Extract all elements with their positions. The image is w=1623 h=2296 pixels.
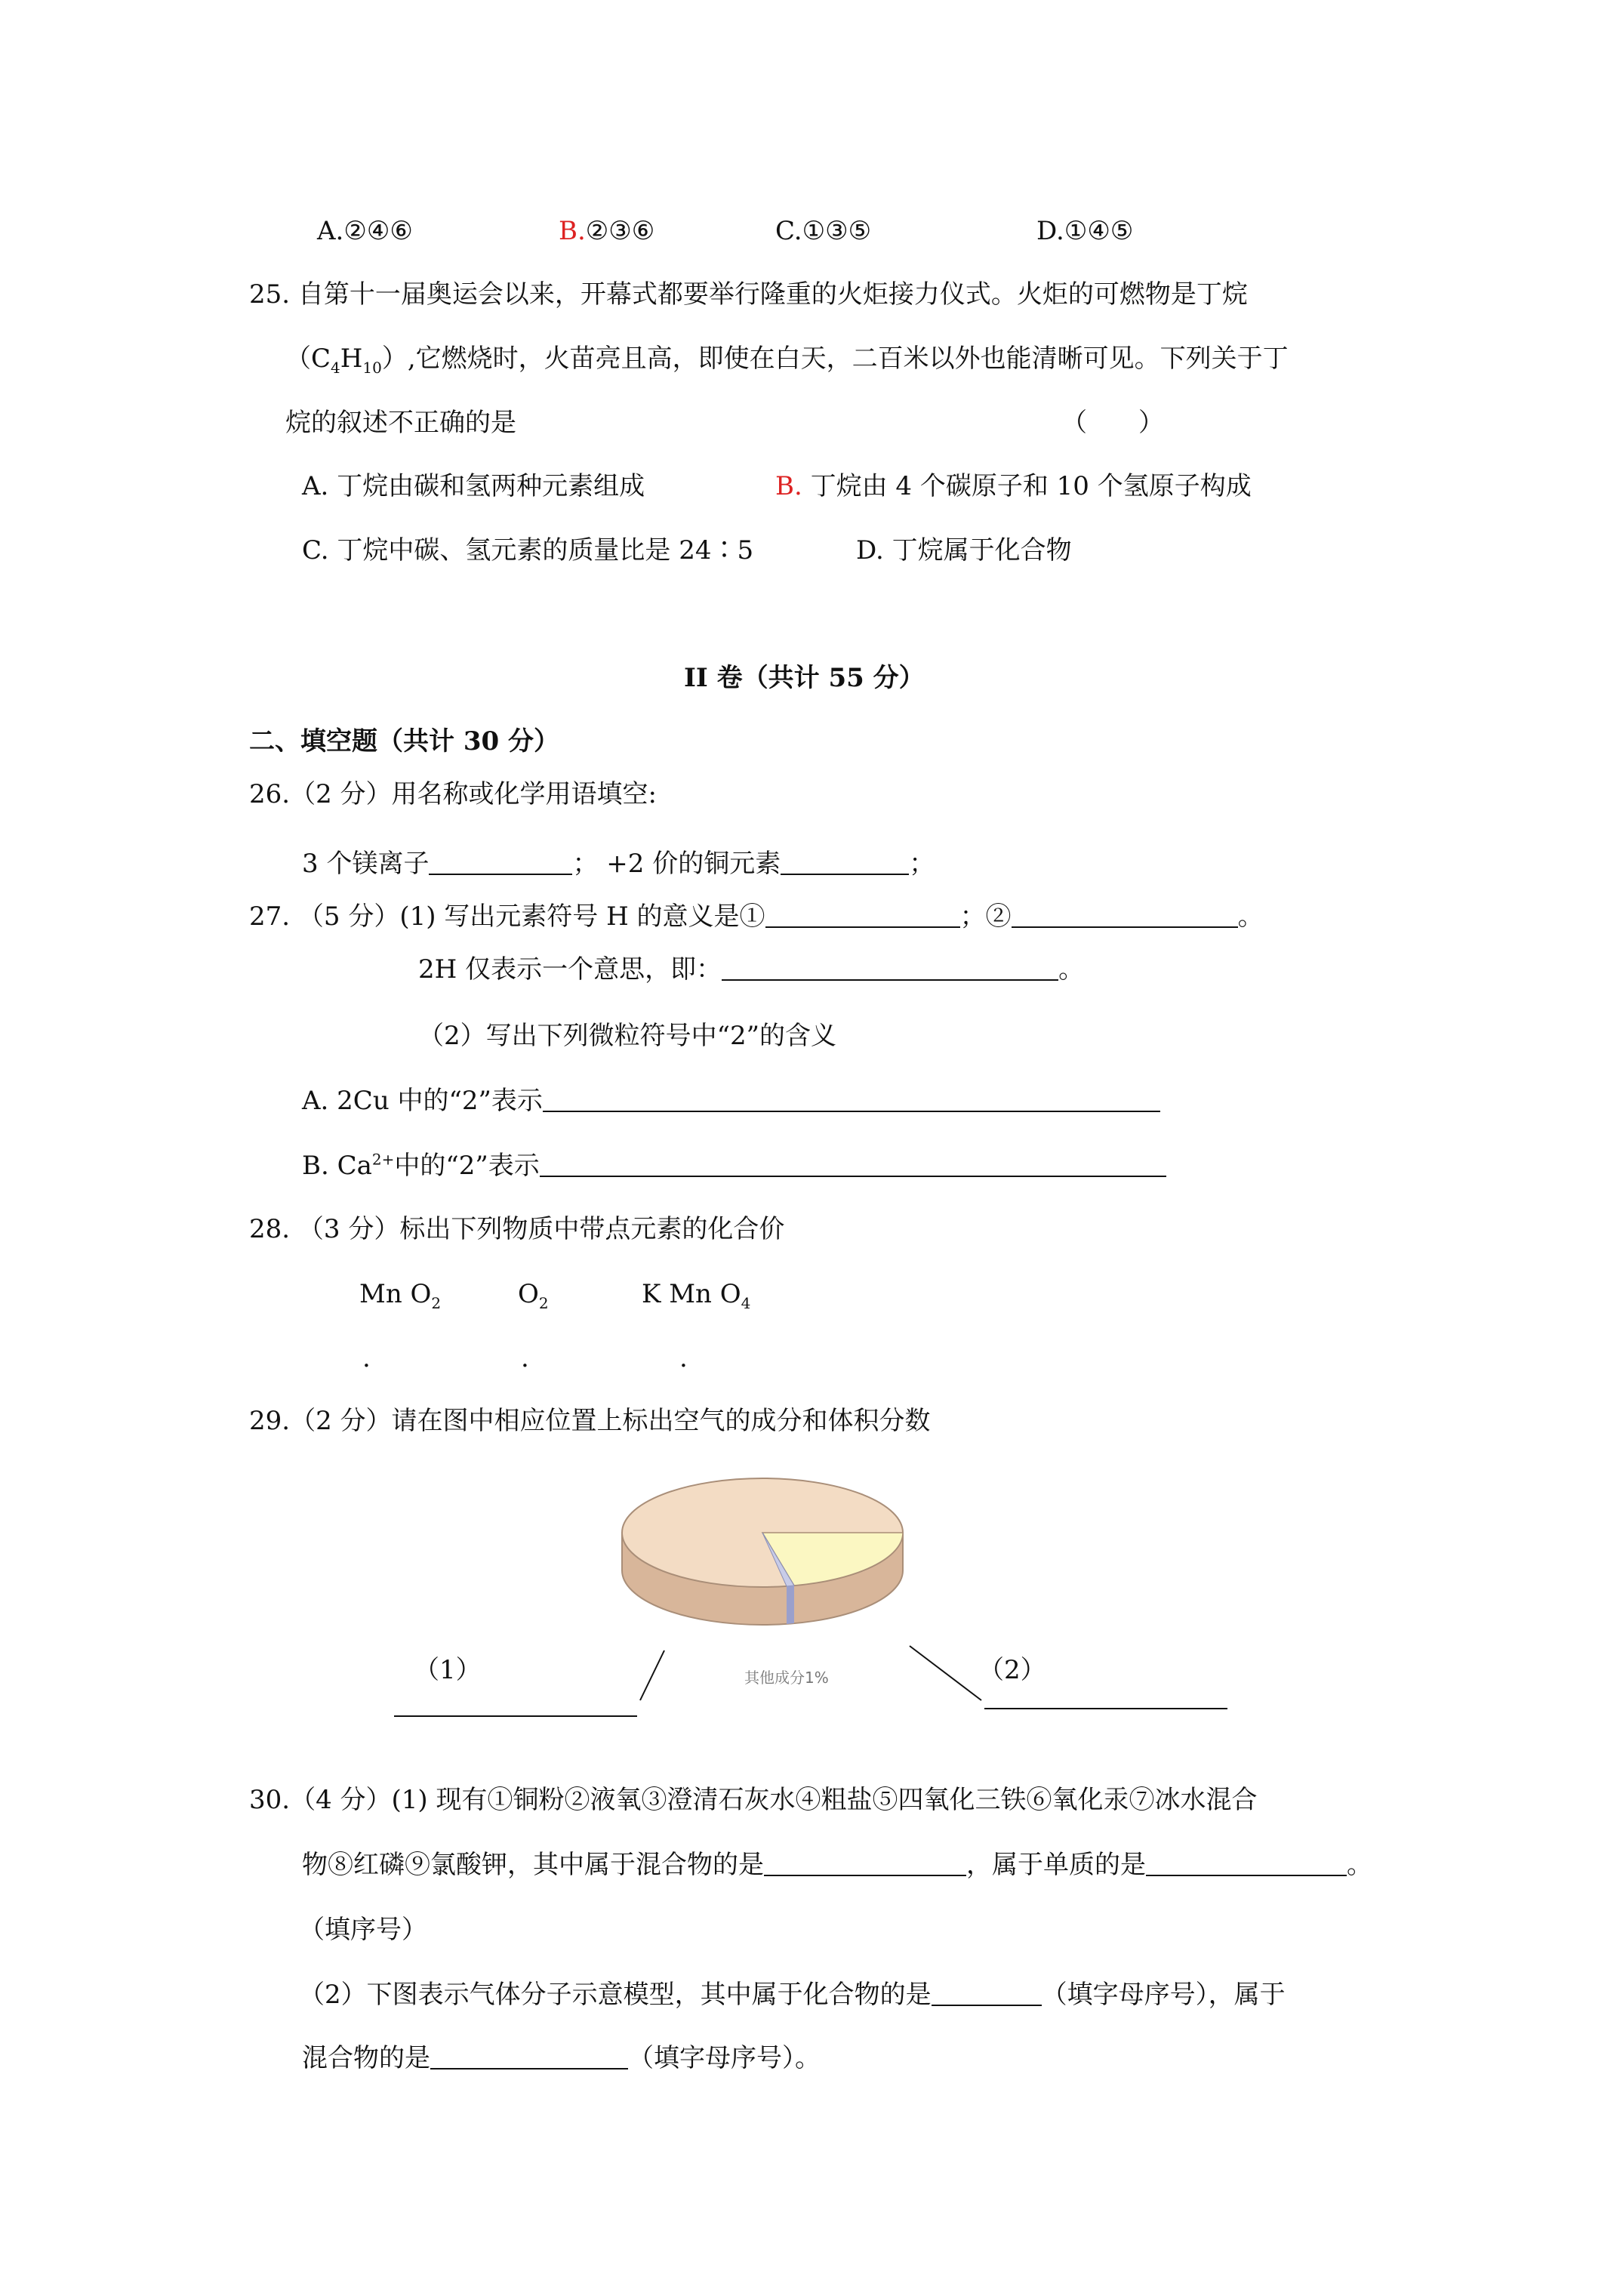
part-2-heading: 二、填空题（共计 30 分） xyxy=(249,726,559,757)
q28-formula-mno2-text: Mn O xyxy=(359,1279,432,1309)
q25-line1: 25. 自第十一届奥运会以来，开幕式都要举行隆重的火炬接力仪式。火炬的可燃物是丁烷 xyxy=(249,279,1248,310)
q30-mixture-blank[interactable] xyxy=(764,1849,966,1876)
q24-option-a: A.②④⑥ xyxy=(317,216,413,246)
q30-line2 xyxy=(302,1848,1372,1881)
q28-dot-mn-2: . xyxy=(679,1343,688,1373)
q30-line5 xyxy=(302,2042,821,2075)
q25-option-d: D. 丁烷属于化合物 xyxy=(856,535,1072,566)
q29-label-1: （1） xyxy=(414,1655,482,1685)
q26-mg-label: 3 个镁离子 xyxy=(302,849,430,879)
q30-mixture2-label: 混合物的是 xyxy=(302,2043,430,2073)
leader-line-1 xyxy=(640,1650,664,1700)
q25-subscript-c: 4 xyxy=(331,358,340,377)
q27-b-label-post: 中的“2”表示 xyxy=(394,1151,540,1181)
q29-others-label: 其他成分1% xyxy=(744,1669,829,1687)
q25-line2-text: ）,它燃烧时，火苗亮且高，即使在白天，二百米以外也能清晰可见。下列关于丁 xyxy=(381,344,1289,374)
q30-compound-suffix: （填字母序号），属于 xyxy=(1041,1980,1286,2010)
q28-formula-mno2-sub: 2 xyxy=(431,1293,442,1312)
q27-h-sep: ；② xyxy=(959,901,1012,932)
q28-formula-kmno4-text: K Mn O xyxy=(642,1279,741,1309)
q28-formula-o2-sub: 2 xyxy=(538,1293,549,1312)
q28-line1: 28. （3 分）标出下列物质中带点元素的化合价 xyxy=(249,1214,785,1244)
q29-line1: 29.（2 分）请在图中相应位置上标出空气的成分和体积分数 xyxy=(249,1406,931,1436)
q28-formula-kmno4-sub: 4 xyxy=(741,1293,751,1312)
q30-mixture2-suffix: （填字母序号）。 xyxy=(628,2043,821,2073)
q28-dot-mn-1: . xyxy=(362,1343,371,1373)
q26-end: ； xyxy=(909,849,935,879)
q30-mixture2-blank[interactable] xyxy=(430,2042,628,2069)
q24-option-b-text: ②③⑥ xyxy=(585,216,655,246)
q27-b-superscript: 2+ xyxy=(371,1150,395,1169)
q27-2h-end: 。 xyxy=(1058,954,1085,985)
section-2-title: II 卷（共计 55 分） xyxy=(684,663,925,693)
q30-line1: 30.（4 分）(1) 现有①铜粉②液氧③澄清石灰水④粗盐⑤四氧化三铁⑥氧化汞⑦冰水混合 xyxy=(249,1785,1258,1815)
q25-option-a: A. 丁烷由碳和氢两种元素组成 xyxy=(302,471,645,501)
q30-element-blank[interactable] xyxy=(1146,1849,1347,1876)
q25-subscript-h: 10 xyxy=(362,358,382,377)
q27-line3: （2）写出下列微粒符号中“2”的含义 xyxy=(418,1021,837,1051)
q25-line3: 烷的叙述不正确的是 xyxy=(285,408,516,438)
q25-formula-h: H xyxy=(340,344,363,374)
q30-line4 xyxy=(299,1978,1286,2011)
q27-b-label-pre: B. Ca xyxy=(302,1151,372,1181)
q27-h-label: 27. （5 分）(1) 写出元素符号 H 的意义是① xyxy=(249,901,765,932)
q25-formula-open: （C xyxy=(285,344,331,374)
q30-line2-end: 。 xyxy=(1347,1850,1372,1880)
q29-answer-blank-2[interactable] xyxy=(984,1708,1227,1709)
q29-answer-blank-1[interactable] xyxy=(394,1715,637,1717)
q24-option-d: D.①④⑤ xyxy=(1036,216,1134,246)
q28-formula-o2-text: O xyxy=(518,1279,539,1309)
q25-option-c: C. 丁烷中碳、氢元素的质量比是 24∶5 xyxy=(302,535,754,566)
q30-element-label: ，属于单质的是 xyxy=(966,1850,1146,1880)
q25-option-b-letter: B. xyxy=(775,471,802,501)
q30-line3: （填序号） xyxy=(299,1915,427,1945)
q26-cu-label: ； +2 价的铜元素 xyxy=(572,849,781,879)
q29-label-2: （2） xyxy=(978,1655,1046,1685)
q30-compound-label: （2）下图表示气体分子示意模型，其中属于化合物的是 xyxy=(299,1980,932,2010)
q26-line1: 26.（2 分）用名称或化学用语填空: xyxy=(249,779,657,809)
q24-option-c: C.①③⑤ xyxy=(775,216,872,246)
q24-option-b-letter: B. xyxy=(559,216,586,246)
q27-2h-label: 2H 仅表示一个意思，即： xyxy=(418,954,722,985)
q25-option-b-text: 丁烷由 4 个碳原子和 10 个氢原子构成 xyxy=(810,471,1252,501)
q27-h-end: 。 xyxy=(1237,901,1264,932)
q27-a-label: A. 2Cu 中的“2”表示 xyxy=(302,1086,543,1116)
q25-answer-paren: （ ） xyxy=(1061,408,1164,438)
leader-line-2 xyxy=(910,1646,981,1700)
q30-compound-blank[interactable] xyxy=(932,1979,1042,2006)
q28-dot-o: . xyxy=(521,1343,529,1373)
q30-mixture-label: 物⑧红磷⑨氯酸钾，其中属于混合物的是 xyxy=(302,1850,764,1880)
